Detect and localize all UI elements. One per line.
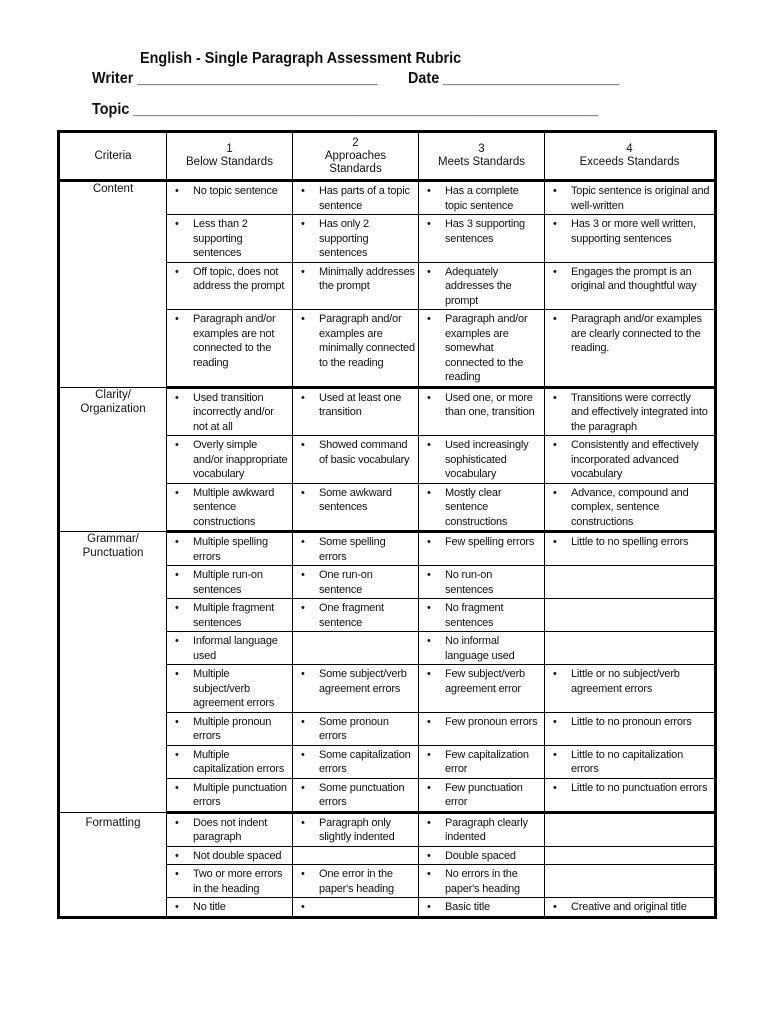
table-cell: • Used transition incorrectly and/or not at all [167,387,293,436]
table-cell: • Few subject/verb agreement error [419,665,545,713]
table-cell: • No informal language used [419,632,545,665]
table-cell: • Few capitalization error [419,745,545,778]
table-cell: • Some capitalization errors [293,745,419,778]
table-cell: • Multiple awkward sentence constructions [167,483,293,532]
table-cell: • One error in the paper's heading [293,865,419,898]
table-cell [545,566,716,599]
table-cell: • Consistently and effectively incorporated advanced vocabulary [545,436,716,484]
table-cell: • Used one, or more than one, transition [419,387,545,436]
table-cell: • Few spelling errors [419,532,545,566]
table-cell: • Paragraph and/or examples are somewhat connected to the reading [419,310,545,388]
table-cell [545,599,716,632]
table-cell [293,632,419,665]
table-cell: • No errors in the paper's heading [419,865,545,898]
table-cell: • No topic sentence [167,181,293,215]
table-cell: • Paragraph and/or examples are clearly connected to the reading. [545,310,716,388]
table-cell: • Little to no spelling errors [545,532,716,566]
table-cell: • Multiple subject/verb agreement errors [167,665,293,713]
table-row [59,181,716,215]
column-header-1: 1 Below Standards [167,132,293,181]
table-cell: • Some awkward sentences [293,483,419,532]
table-cell: • Paragraph and/or examples are not connected to the reading [167,310,293,388]
table-cell: • One run-on sentence [293,566,419,599]
column-header-4: 4 Exceeds Standards [545,132,716,181]
table-cell: • Multiple capitalization errors [167,745,293,778]
table-cell: • Multiple spelling errors [167,532,293,566]
table-cell: • Topic sentence is original and well-written [545,181,716,215]
table-cell: • Has parts of a topic sentence [293,181,419,215]
table-cell: • Little to no pronoun errors [545,712,716,745]
table-cell: • Little to no punctuation errors [545,778,716,812]
table-cell: • Showed command of basic vocabulary [293,436,419,484]
table-cell: • Some punctuation errors [293,778,419,812]
section-content: Content [59,181,167,388]
table-cell [293,898,419,918]
section-grammar-punctuation: Grammar/ Punctuation [59,532,167,813]
date-field[interactable]: Date ______________________ [408,70,620,87]
writer-field[interactable]: Writer ______________________________ [92,70,378,87]
table-cell [545,632,716,665]
table-cell [545,846,716,865]
table-cell: • Transitions were correctly and effectively integrated into the paragraph [545,387,716,436]
rubric-table [57,130,717,919]
document-title: English - Single Paragraph Assessment Rubric [140,50,462,67]
table-cell: • Few pronoun errors [419,712,545,745]
table-cell: • Used increasingly sophisticated vocabulary [419,436,545,484]
table-cell: • Mostly clear sentence constructions [419,483,545,532]
table-cell: • Has a complete topic sentence [419,181,545,215]
section-formatting: Formatting [59,812,167,917]
table-cell: • Minimally addresses the prompt [293,262,419,310]
table-cell: • No fragment sentences [419,599,545,632]
table-cell: • Less than 2 supporting sentences [167,215,293,263]
section-clarity-organization: Clarity/ Organization [59,387,167,532]
table-cell: • One fragment sentence [293,599,419,632]
table-cell: • Used at least one transition [293,387,419,436]
table-row [59,532,716,566]
table-cell: • Adequately addresses the prompt [419,262,545,310]
column-header-3: 3 Meets Standards [419,132,545,181]
table-cell: • Paragraph clearly indented [419,812,545,846]
table-cell: • Paragraph and/or examples are minimally connected to the reading [293,310,419,388]
table-cell [545,812,716,846]
criteria-header: Criteria [59,132,167,181]
table-cell: • Does not indent paragraph [167,812,293,846]
table-cell: • Some spelling errors [293,532,419,566]
table-cell: • Little or no subject/verb agreement errors [545,665,716,713]
topic-field[interactable]: Topic __________________________________________________________ [92,101,598,118]
table-row [59,812,716,846]
table-cell: • Advance, compound and complex, sentence constructions [545,483,716,532]
table-cell: • Paragraph only slightly indented [293,812,419,846]
table-cell: • Multiple run-on sentences [167,566,293,599]
column-header-2: 2 Approaches Standards [293,132,419,181]
table-cell [293,846,419,865]
table-cell: • Has only 2 supporting sentences [293,215,419,263]
table-cell: • Some subject/verb agreement errors [293,665,419,713]
table-cell: • No title [167,898,293,918]
table-cell: • Some pronoun errors [293,712,419,745]
table-cell: • Two or more errors in the heading [167,865,293,898]
table-cell [545,865,716,898]
table-cell: • Double spaced [419,846,545,865]
table-cell: • Has 3 supporting sentences [419,215,545,263]
table-cell: • Basic title [419,898,545,918]
table-cell: • Off topic, does not address the prompt [167,262,293,310]
table-cell: • Few punctuation error [419,778,545,812]
table-cell: • Informal language used [167,632,293,665]
table-cell: • Creative and original title [545,898,716,918]
table-cell: • Engages the prompt is an original and thoughtful way [545,262,716,310]
table-cell: • Multiple fragment sentences [167,599,293,632]
table-cell: • Multiple pronoun errors [167,712,293,745]
header-row [59,132,716,181]
table-cell: • Little to no capitalization errors [545,745,716,778]
table-cell: • No run-on sentences [419,566,545,599]
table-row [59,387,716,436]
table-cell: • Multiple punctuation errors [167,778,293,812]
table-cell: • Has 3 or more well written, supporting sentences [545,215,716,263]
table-cell: • Not double spaced [167,846,293,865]
table-cell: • Overly simple and/or inappropriate vocabulary [167,436,293,484]
